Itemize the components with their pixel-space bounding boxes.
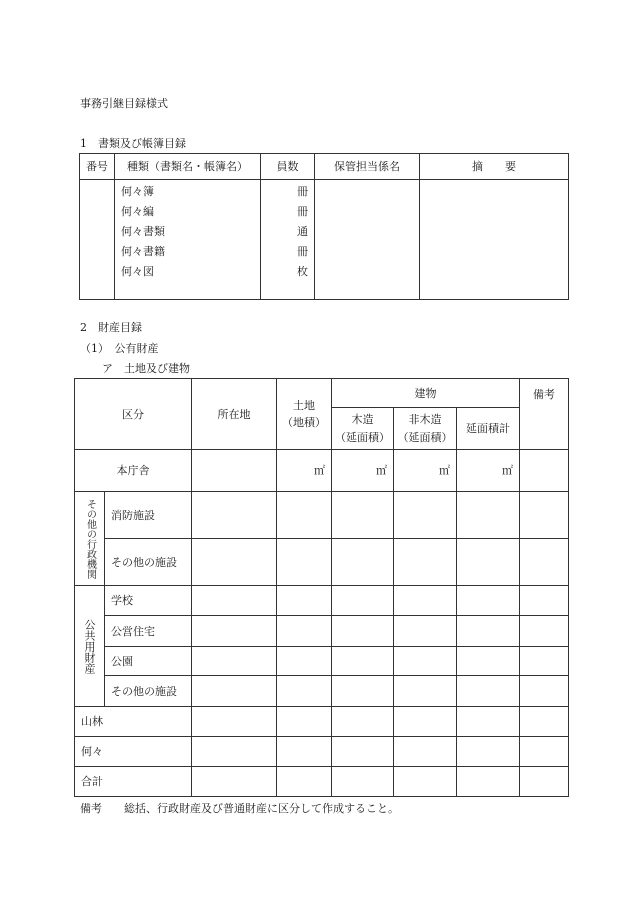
document-title: 事務引継目録様式 [80,97,168,110]
unit-label: 通 [297,225,308,238]
cell [457,539,520,586]
list-item: 何々書籍 [121,245,165,258]
cell [394,707,457,737]
wood-header-sub: （延面積） [335,431,390,444]
list-item: 何々書類 [121,225,165,238]
cell [332,492,394,539]
unit-sqm: ㎡ [332,450,394,492]
cell [520,492,569,539]
total-area-header: 延面積計 [457,408,520,450]
section2-heading: 2 財産目録 [80,321,142,334]
wood-header [332,408,394,450]
cell [277,539,332,586]
cell [520,539,569,586]
cell [332,767,394,797]
cell [277,767,332,797]
cell [192,676,277,707]
cell [277,492,332,539]
row-main-office-label: 本庁舎 [75,450,192,492]
cell [394,616,457,647]
row-other-facility-label: その他の施設 [105,539,192,586]
cell [192,492,277,539]
group-public-use [75,586,105,707]
table-row [75,450,569,492]
land-header-sub: （地積） [282,416,326,429]
cell [332,737,394,767]
nonwood-header-sub: （延面積） [397,431,453,444]
summary-cell [420,180,569,300]
unit-sqm: ㎡ [457,450,520,492]
row-school-label: 学校 [105,586,192,616]
kind-cell [115,180,261,300]
nonwood-header [394,408,457,450]
cell [394,586,457,616]
cell [277,737,332,767]
cell [192,647,277,676]
location-header: 所在地 [192,379,277,450]
cell [332,647,394,676]
cell [520,450,569,492]
cell [520,767,569,797]
cell [332,616,394,647]
table-row [75,737,569,767]
cell [457,616,520,647]
footnote-text: 総括、行政財産及び普通財産に区分して作成すること。 [124,802,399,815]
unit-label: 冊 [297,185,308,198]
section2-sub1: （1） 公有財産 [80,342,159,355]
row-other-facility-label: その他の施設 [105,676,192,707]
section1-heading: 1 書類及び帳簿目録 [80,137,186,150]
cell [332,586,394,616]
cell [277,586,332,616]
cell [394,737,457,767]
cell [520,676,569,707]
col-kind-header: 種類（書類名・帳簿名） [115,154,261,180]
unit-label: 冊 [297,205,308,218]
unit-sqm: ㎡ [277,450,332,492]
cell [457,737,520,767]
table-row [75,586,569,616]
cell [277,707,332,737]
table-row [75,647,569,676]
row-misc-label: 何々 [75,737,192,767]
footnote-label: 備考 [80,802,102,815]
section2-sub2: ア 土地及び建物 [102,362,190,375]
nonwood-header-label: 非木造 [408,413,442,426]
number-cell [80,180,115,300]
list-item: 何々編 [121,205,154,218]
land-header [277,379,332,450]
col-count-header: 員数 [261,154,315,180]
keeper-cell [315,180,420,300]
cell [332,676,394,707]
list-item: 何々簿 [121,185,154,198]
cell [192,616,277,647]
list-item: 何々図 [121,265,154,278]
row-total-label: 合計 [75,767,192,797]
cell [192,737,277,767]
cell [277,616,332,647]
cell [277,647,332,676]
cell [332,539,394,586]
group-other-admin [75,492,105,586]
cell [520,586,569,616]
col-keeper-header: 保管担当係名 [315,154,420,180]
row-fire-label: 消防施設 [105,492,192,539]
table-row [75,492,569,539]
cell [192,707,277,737]
wood-header-label: 木造 [351,413,374,426]
group-other-admin-label: その他の行政機関 [84,498,96,579]
cell [394,676,457,707]
unit-label: 枚 [297,265,308,278]
cell [332,707,394,737]
cell [394,539,457,586]
table-row [75,676,569,707]
cell [277,676,332,707]
table-row [75,616,569,647]
cell [457,586,520,616]
cell [520,616,569,647]
category-header: 区分 [75,379,192,450]
group-public-use-label: 公共用財産 [83,618,96,674]
cell [394,492,457,539]
cell [457,767,520,797]
col-summary-header: 摘 要 [420,154,569,180]
unit-sqm: ㎡ [394,450,457,492]
building-header: 建物 [332,379,520,408]
cell [192,767,277,797]
cell [520,707,569,737]
cell [394,647,457,676]
table-row [75,539,569,586]
cell [192,539,277,586]
cell [192,586,277,616]
books-table [79,153,569,300]
property-table [74,378,569,797]
land-header-label: 土地 [293,399,315,412]
row-park-label: 公園 [105,647,192,676]
cell [457,707,520,737]
count-cell [261,180,315,300]
remarks-header: 備考 [520,379,569,450]
cell [520,737,569,767]
cell [394,767,457,797]
cell [457,492,520,539]
cell [457,676,520,707]
row-forest-label: 山林 [75,707,192,737]
col-number-header: 番号 [80,154,115,180]
cell [457,647,520,676]
row-housing-label: 公営住宅 [105,616,192,647]
table-row [75,707,569,737]
table-row [75,767,569,797]
unit-label: 冊 [297,245,308,258]
cell [520,647,569,676]
cell [192,450,277,492]
